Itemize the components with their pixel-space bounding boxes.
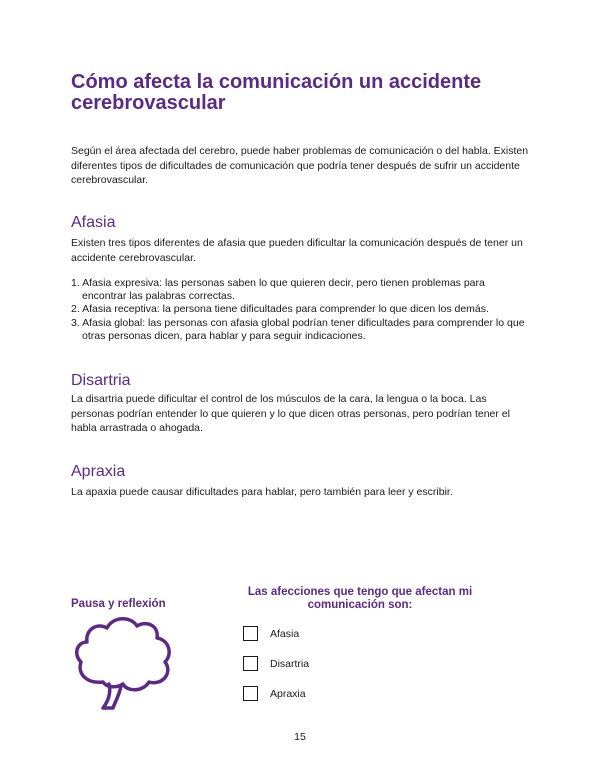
list-item: 1. Afasia expresiva: las personas saben lo que quieren decir, pero tienen problemas para encontrar las palabras correctas.: [71, 277, 485, 303]
intro-paragraph: Según el área afectada del cerebro, puede haber problemas de comunicación o del habla. Existen diferentes tipos de dificultades de comunicación que podría tener después de sufrir un accidente cerebrovascular.: [71, 145, 529, 186]
checkbox-afasia[interactable]: [243, 626, 258, 641]
checkbox-row-apraxia[interactable]: [243, 686, 306, 701]
afasia-heading: Afasia: [71, 214, 116, 231]
reflection-label: Pausa y reflexión: [71, 598, 166, 610]
checkbox-label: Apraxia: [270, 687, 306, 700]
page-title: Cómo afecta la comunicación un accidente cerebrovascular: [71, 71, 482, 114]
checkbox-row-disartria[interactable]: [243, 656, 309, 671]
brain-icon: [73, 612, 177, 712]
list-item: 2. Afasia receptiva: la persona tiene dificultades para comprender lo que dicen los demás.: [71, 303, 489, 316]
apraxia-paragraph: La apaxia puede causar dificultades para hablar, pero también para leer y escribir.: [71, 486, 453, 498]
afasia-types-list: [71, 277, 531, 343]
checkbox-apraxia[interactable]: [243, 686, 258, 701]
list-item: 3. Afasia global: las personas con afasia global podrían tener dificultades para comprender lo que otras personas dicen, para hablar y para seguir indicaciones.: [71, 316, 525, 342]
checkbox-label: Disartria: [270, 657, 310, 670]
checkbox-disartria[interactable]: [243, 656, 258, 671]
page-number: 15: [294, 731, 306, 743]
disartria-paragraph: La disartria puede dificultar el control de los músculos de la cara, la lengua o la boca. Las personas podrían entender lo que quieren y lo que dicen otras personas, pero podrían tener el habla arrastrada o ahogada.: [71, 393, 510, 434]
checklist-title: Las afecciones que tengo que afectan mi comunicación son:: [247, 586, 473, 611]
apraxia-heading: Apraxia: [71, 463, 126, 480]
checkbox-row-afasia[interactable]: [243, 626, 299, 641]
afasia-paragraph: Existen tres tipos diferentes de afasia que pueden dificultar la comunicación después de tener un accidente cerebrovascular.: [71, 237, 523, 264]
disartria-heading: Disartria: [71, 372, 131, 389]
checkbox-label: Afasia: [270, 627, 300, 640]
